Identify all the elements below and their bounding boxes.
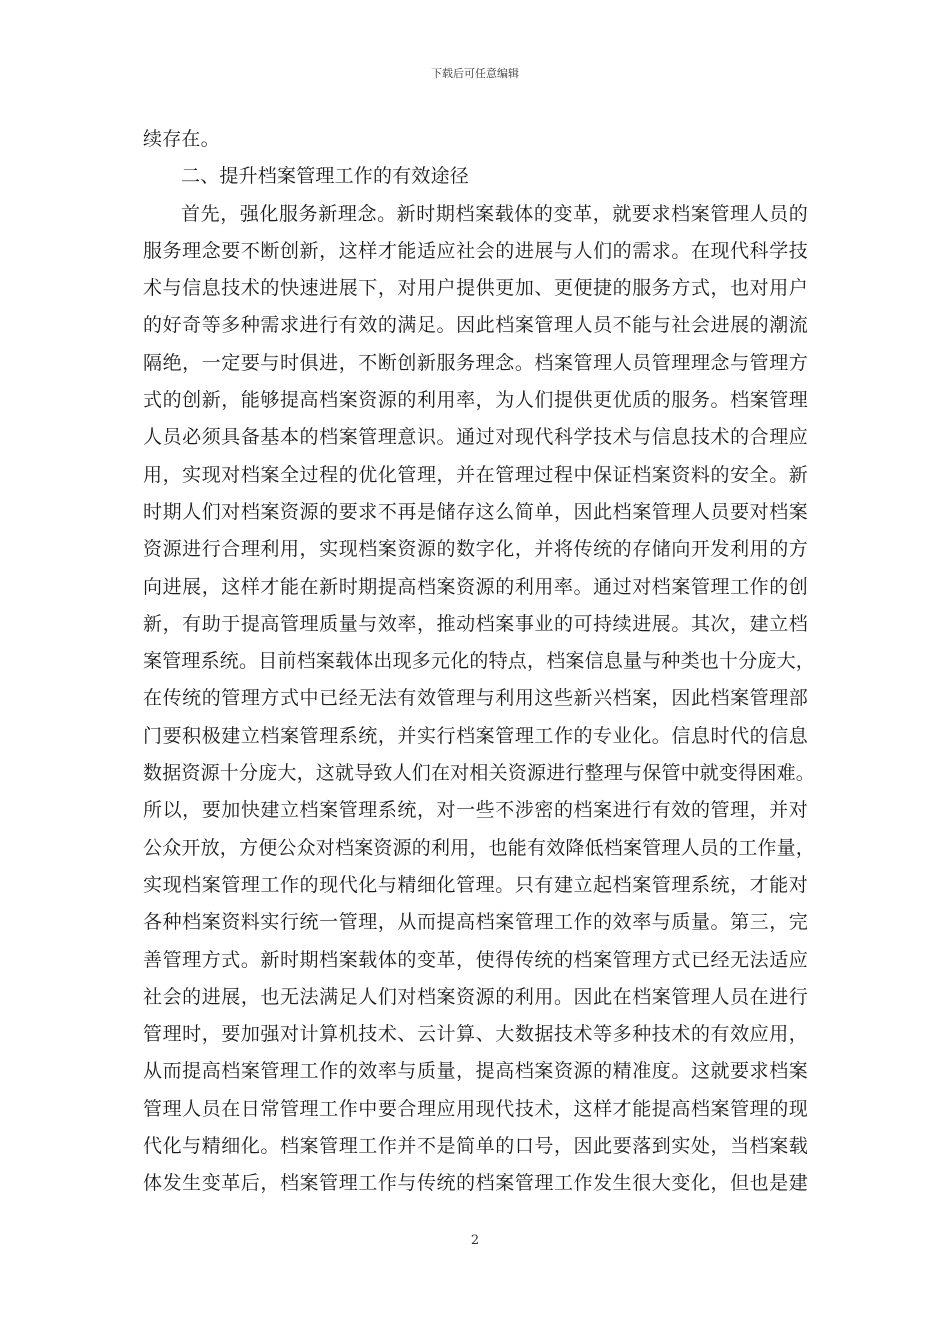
paragraph-line: 所以，要加快建立档案管理系统，对一些不涉密的档案进行有效的管理，并对 [143,799,808,822]
continuation-line: 续存在。 [143,128,220,150]
paragraph-line: 式的创新，能够提高档案资源的利用率，为人们提供更优质的服务。档案管理 [143,389,808,412]
section-heading: 二、提升档案管理工作的有效途径 [181,165,470,188]
paragraph-line: 体发生变革后，档案管理工作与传统的档案管理工作发生很大变化，但也是建 [143,1172,808,1195]
paragraph-line: 管理时，要加强对计算机技术、云计算、大数据技术等多种技术的有效应用， [143,1023,808,1046]
page-header: 下载后可任意编辑 [431,67,519,80]
document-body [143,121,816,1203]
paragraph-line: 隔绝，一定要与时俱进，不断创新服务理念。档案管理人员管理理念与管理方 [143,351,808,374]
paragraph-line: 代化与精细化。档案管理工作并不是简单的口号，因此要落到实处，当档案载 [143,1135,808,1158]
paragraph-line: 在传统的管理方式中已经无法有效管理与利用这些新兴档案，因此档案管理部 [143,687,808,710]
paragraph-line: 实现档案管理工作的现代化与精细化管理。只有建立起档案管理系统，才能对 [143,873,808,896]
paragraph-line: 案管理系统。目前档案载体出现多元化的特点，档案信息量与种类也十分庞大， [143,650,816,673]
paragraph-line: 首先，强化服务新理念。新时期档案载体的变革，就要求档案管理人员的 [181,202,808,225]
paragraph-line: 服务理念要不断创新，这样才能适应社会的进展与人们的需求。在现代科学技 [143,239,808,262]
paragraph-line: 数据资源十分庞大，这就导致人们在对相关资源进行整理与保管中就变得困难。 [143,762,816,785]
body-paragraph [143,196,816,1203]
paragraph-line: 新，有助于提高管理质量与效率，推动档案事业的可持续进展。其次，建立档 [143,612,808,635]
paragraph-line: 资源进行合理利用，实现档案资源的数字化，并将传统的存储向开发利用的方 [143,538,808,561]
paragraph-line: 人员必须具备基本的档案管理意识。通过对现代科学技术与信息技术的合理应 [143,426,808,449]
paragraph-line: 时期人们对档案资源的要求不再是储存这么简单，因此档案管理人员要对档案 [143,500,808,523]
paragraph-line: 各种档案资料实行统一管理，从而提高档案管理工作的效率与质量。第三，完 [143,911,808,934]
paragraph-line: 的好奇等多种需求进行有效的满足。因此档案管理人员不能与社会进展的潮流 [143,314,808,337]
paragraph-line: 从而提高档案管理工作的效率与质量，提高档案资源的精准度。这就要求档案 [143,1060,808,1083]
paragraph-line: 公众开放，方便公众对档案资源的利用，也能有效降低档案管理人员的工作量， [143,836,816,859]
page-number: 2 [470,1233,480,1248]
paragraph-line: 善管理方式。新时期档案载体的变革，使得传统的档案管理方式已经无法适应 [143,948,808,971]
paragraph-line: 社会的进展，也无法满足人们对档案资源的利用。因此在档案管理人员在进行 [143,985,808,1008]
paragraph-line: 向进展，这样才能在新时期提高档案资源的利用率。通过对档案管理工作的创 [143,575,808,598]
paragraph-line: 门要积极建立档案管理系统，并实行档案管理工作的专业化。信息时代的信息 [143,724,808,747]
paragraph-line: 术与信息技术的快速进展下，对用户提供更加、更便捷的服务方式，也对用户 [143,277,808,300]
paragraph-line: 管理人员在日常管理工作中要合理应用现代技术，这样才能提高档案管理的现 [143,1097,808,1120]
paragraph-line: 用，实现对档案全过程的优化管理，并在管理过程中保证档案资料的安全。新 [143,463,808,486]
